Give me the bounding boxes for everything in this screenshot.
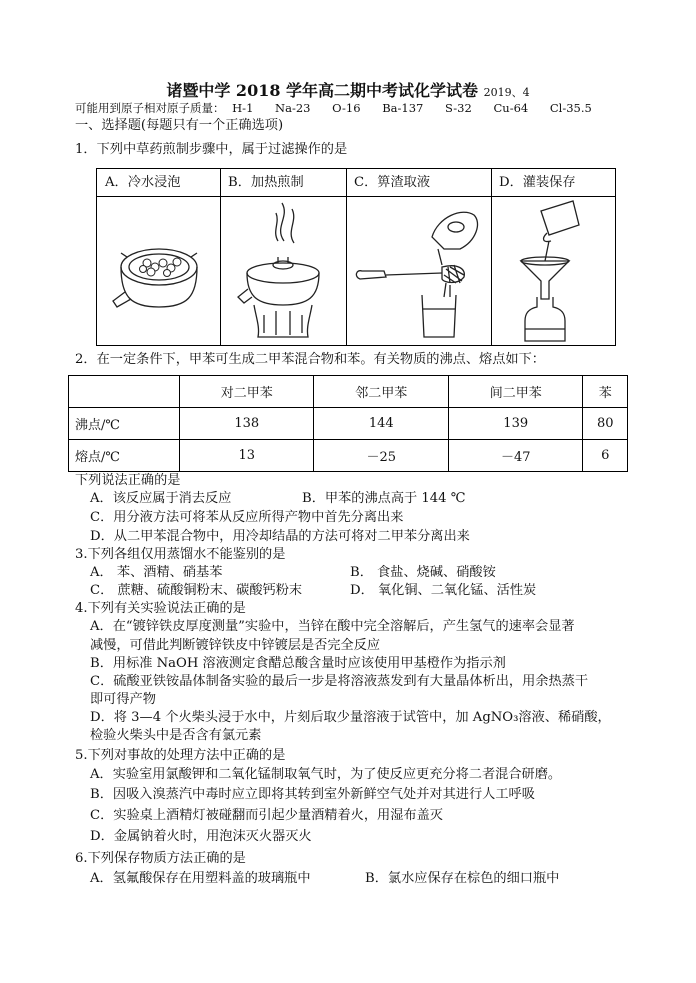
- table-header-cell: 对二甲苯: [180, 376, 314, 408]
- q4-option-d-line1: D．将 3—4 个火柴头浸于水中，片刻后取少量溶液于试管中，加 AgNO₃溶液、稀硝酸，: [90, 710, 611, 725]
- mass-cu: Cu-64: [493, 101, 529, 115]
- mass-h: H-1: [232, 101, 254, 115]
- soaking-pot-icon: [97, 197, 220, 345]
- q3-option-b: B． 食盐、烧碱、硝酸铵: [350, 565, 496, 580]
- table-header-cell: 苯: [583, 376, 628, 408]
- table-cell: 144: [314, 408, 448, 440]
- q3-option-d: D． 氧化铜、二氧化锰、活性炭: [350, 583, 537, 598]
- exam-date: 2019、4: [483, 86, 530, 99]
- table-cell: 6: [583, 440, 628, 472]
- q6-stem: 6.下列保存物质方法正确的是: [75, 851, 246, 866]
- q6-option-a: A．氢氟酸保存在用塑料盖的玻璃瓶中: [90, 871, 311, 886]
- funnel-bottle-icon: [491, 197, 615, 345]
- q2-option-b: B．甲苯的沸点高于 144 ℃: [302, 491, 466, 506]
- strainer-pour-icon: [346, 197, 491, 345]
- q2-option-d: D．从二甲苯混合物中，用冷却结晶的方法可将对二甲苯分离出来: [90, 529, 470, 544]
- q4-stem: 4.下列有关实验说法正确的是: [75, 601, 246, 616]
- q2-option-a: A．该反应属于消去反应: [90, 491, 232, 506]
- table-header-cell: [69, 376, 180, 408]
- mass-s: S-32: [445, 101, 472, 115]
- q5-option-b: B．因吸入溴蒸汽中毒时应立即将其转到室外新鲜空气处并对其进行人工呼吸: [90, 787, 535, 802]
- table-row-label: 沸点/℃: [69, 408, 180, 440]
- q1-option-b: B．加热煎制: [220, 169, 346, 197]
- q4-option-c-line2: 即可得产物: [90, 692, 156, 707]
- table-header-cell: 间二甲苯: [448, 376, 582, 408]
- table-cell: 13: [180, 440, 314, 472]
- table-cell: －47: [448, 440, 582, 472]
- q3-stem: 3.下列各组仅用蒸馏水不能鉴别的是: [75, 547, 286, 562]
- exam-title-text: 诸暨中学 2018 学年高二期中考试化学试卷: [166, 81, 479, 100]
- q1-stem: 1．下列中草药煎制步骤中，属于过滤操作的是: [75, 142, 348, 157]
- table-row: [69, 408, 628, 440]
- q2-stem: 2．在一定条件下，甲苯可生成二甲苯混合物和苯。有关物质的沸点、熔点如下：: [75, 352, 545, 367]
- q5-option-c: C．实验桌上酒精灯被碰翻而引起少量酒精着火，用湿布盖灭: [90, 808, 443, 823]
- table-cell: 80: [583, 408, 628, 440]
- q5-option-a: A．实验室用氯酸钾和二氧化锰制取氧气时，为了使反应更充分将二者混合研磨。: [90, 767, 562, 782]
- q6-option-b: B．氯水应保存在棕色的细口瓶中: [365, 871, 560, 886]
- table-cell: 138: [180, 408, 314, 440]
- q1-option-a: A．冷水浸泡: [97, 169, 220, 197]
- q3-option-c: C． 蔗糖、硫酸铜粉末、碳酸钙粉末: [90, 583, 303, 598]
- table-row: [69, 440, 628, 472]
- atomic-masses: [75, 100, 610, 116]
- q1-option-d: D．灌装保存: [491, 169, 615, 197]
- q1-option-c: C．箅渣取液: [346, 169, 491, 197]
- table-header-cell: 邻二甲苯: [314, 376, 448, 408]
- mass-cl: Cl-35.5: [549, 101, 592, 115]
- q4-option-c-line1: C．硫酸亚铁铵晶体制备实验的最后一步是将溶液蒸发到有大量晶体析出，用余热蒸干: [90, 674, 589, 689]
- table-header-row: [69, 376, 628, 408]
- table-cell: －25: [314, 440, 448, 472]
- masses-label: 可能用到原子相对原子质量：: [75, 101, 225, 115]
- q3-option-a: A． 苯、酒精、硝基苯: [90, 565, 223, 580]
- q2-data-table: [68, 375, 628, 472]
- q4-option-b: B．用标准 NaOH 溶液测定食醋总酸含量时应该使用甲基橙作为指示剂: [90, 656, 506, 671]
- boiling-pot-icon: [220, 197, 346, 345]
- q1-image-table: [96, 168, 616, 346]
- table-row-label: 熔点/℃: [69, 440, 180, 472]
- table-cell: 139: [448, 408, 582, 440]
- section-heading: 一、选择题(每题只有一个正确选项): [75, 118, 284, 133]
- q2-prompt: 下列说法正确的是: [75, 473, 181, 488]
- q4-option-d-line2: 检验火柴头中是否含有氯元素: [90, 728, 262, 743]
- q4-option-a-line2: 减慢，可借此判断镀锌铁皮中锌镀层是否完全反应: [90, 638, 381, 653]
- q5-stem: 5.下列对事故的处理方法中正确的是: [75, 748, 286, 763]
- mass-o: O-16: [332, 101, 361, 115]
- mass-ba: Ba-137: [382, 101, 424, 115]
- exam-title: [0, 78, 696, 101]
- mass-na: Na-23: [275, 101, 311, 115]
- q4-option-a-line1: A．在“镀锌铁皮厚度测量”实验中，当锌在酸中完全溶解后，产生氢气的速率会显著: [90, 619, 575, 634]
- q2-option-c: C．用分液方法可将苯从反应所得产物中首先分离出来: [90, 510, 404, 525]
- q5-option-d: D．金属钠着火时，用泡沫灭火器灭火: [90, 829, 312, 844]
